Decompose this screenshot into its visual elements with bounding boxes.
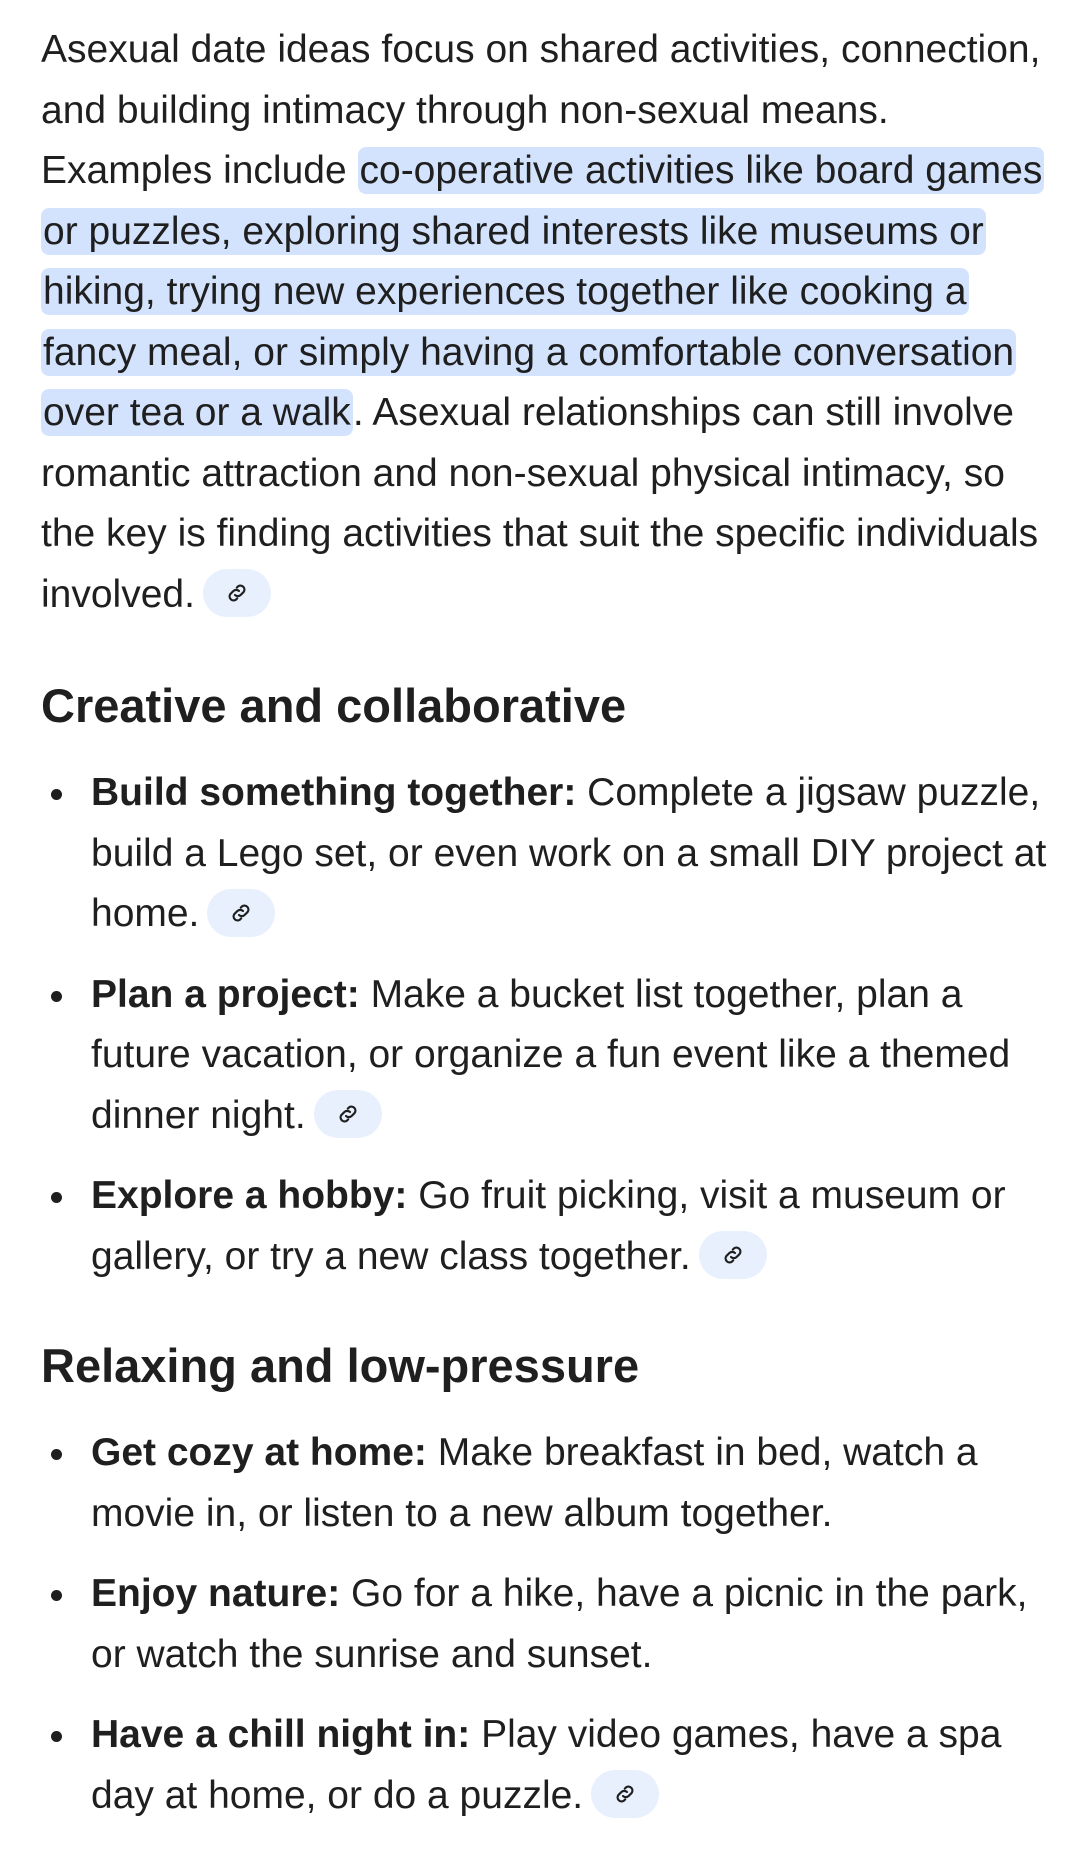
bullet-dot: [51, 1731, 62, 1742]
list-item: [41, 965, 1050, 1147]
list-item: [41, 1705, 1050, 1826]
list-item: [41, 1564, 1050, 1685]
item-title: Have a chill night in:: [91, 1713, 471, 1756]
source-link-button[interactable]: [207, 889, 275, 937]
intro-text-before: Asexual date ideas focus on shared activities, connection, and building intimacy through non-sexual means. Examples include: [41, 28, 1041, 192]
link-icon: [721, 1243, 745, 1267]
bullet-dot: [51, 1449, 62, 1460]
source-link-button[interactable]: [203, 569, 271, 617]
item-title: Plan a project:: [91, 972, 360, 1016]
list-item: [41, 1423, 1050, 1544]
item-title: Get cozy at home:: [91, 1431, 427, 1474]
bullet-dot: [51, 991, 62, 1002]
item-title: Build something together:: [91, 771, 577, 814]
item-text: Complete a jigsaw puzzle, build a Lego set, or even work on a small DIY project at home.: [91, 771, 1047, 935]
link-icon: [613, 1782, 637, 1806]
item-text: Play video games, have a spa day at home, or do a puzzle.: [91, 1713, 1002, 1817]
relaxing-list: [41, 1423, 1050, 1826]
source-link-button[interactable]: [591, 1770, 659, 1818]
link-icon: [225, 581, 249, 605]
bullet-dot: [51, 1590, 62, 1601]
item-text: Make breakfast in bed, watch a movie in, or listen to a new album together.: [91, 1431, 978, 1535]
item-text: Make a bucket list together, plan a future vacation, or organize a fun event like a themed dinner night.: [91, 972, 1011, 1137]
creative-list: [41, 763, 1050, 1287]
highlighted-passage[interactable]: co-operative activities like board games or puzzles, exploring shared interests like museums or hiking, trying new experiences together like cooking a fancy meal, or simply having a comfortable conversation over tea or a walk: [43, 149, 1043, 434]
item-text: Go fruit picking, visit a museum or gallery, or try a new class together.: [91, 1174, 1006, 1278]
intro-text-after: . Asexual relationships can still involve romantic attraction and non-sexual physical intimacy, so the key is finding activities that suit the specific individuals involved.: [41, 391, 1039, 616]
item-title: Explore a hobby:: [91, 1174, 408, 1217]
section-heading-creative: Creative and collaborative: [41, 679, 627, 732]
section-heading-relaxing: Relaxing and low-pressure: [41, 1339, 640, 1392]
source-link-button[interactable]: [699, 1231, 767, 1279]
link-icon: [336, 1102, 360, 1126]
list-item: [41, 763, 1050, 945]
intro-paragraph: [41, 20, 1050, 625]
bullet-dot: [51, 1192, 62, 1203]
item-text: Go for a hike, have a picnic in the park, or watch the sunrise and sunset.: [91, 1572, 1028, 1676]
link-icon: [229, 901, 253, 925]
item-title: Enjoy nature:: [91, 1572, 341, 1615]
bullet-dot: [51, 789, 62, 800]
list-item: [41, 1166, 1050, 1287]
source-link-button[interactable]: [314, 1090, 382, 1138]
